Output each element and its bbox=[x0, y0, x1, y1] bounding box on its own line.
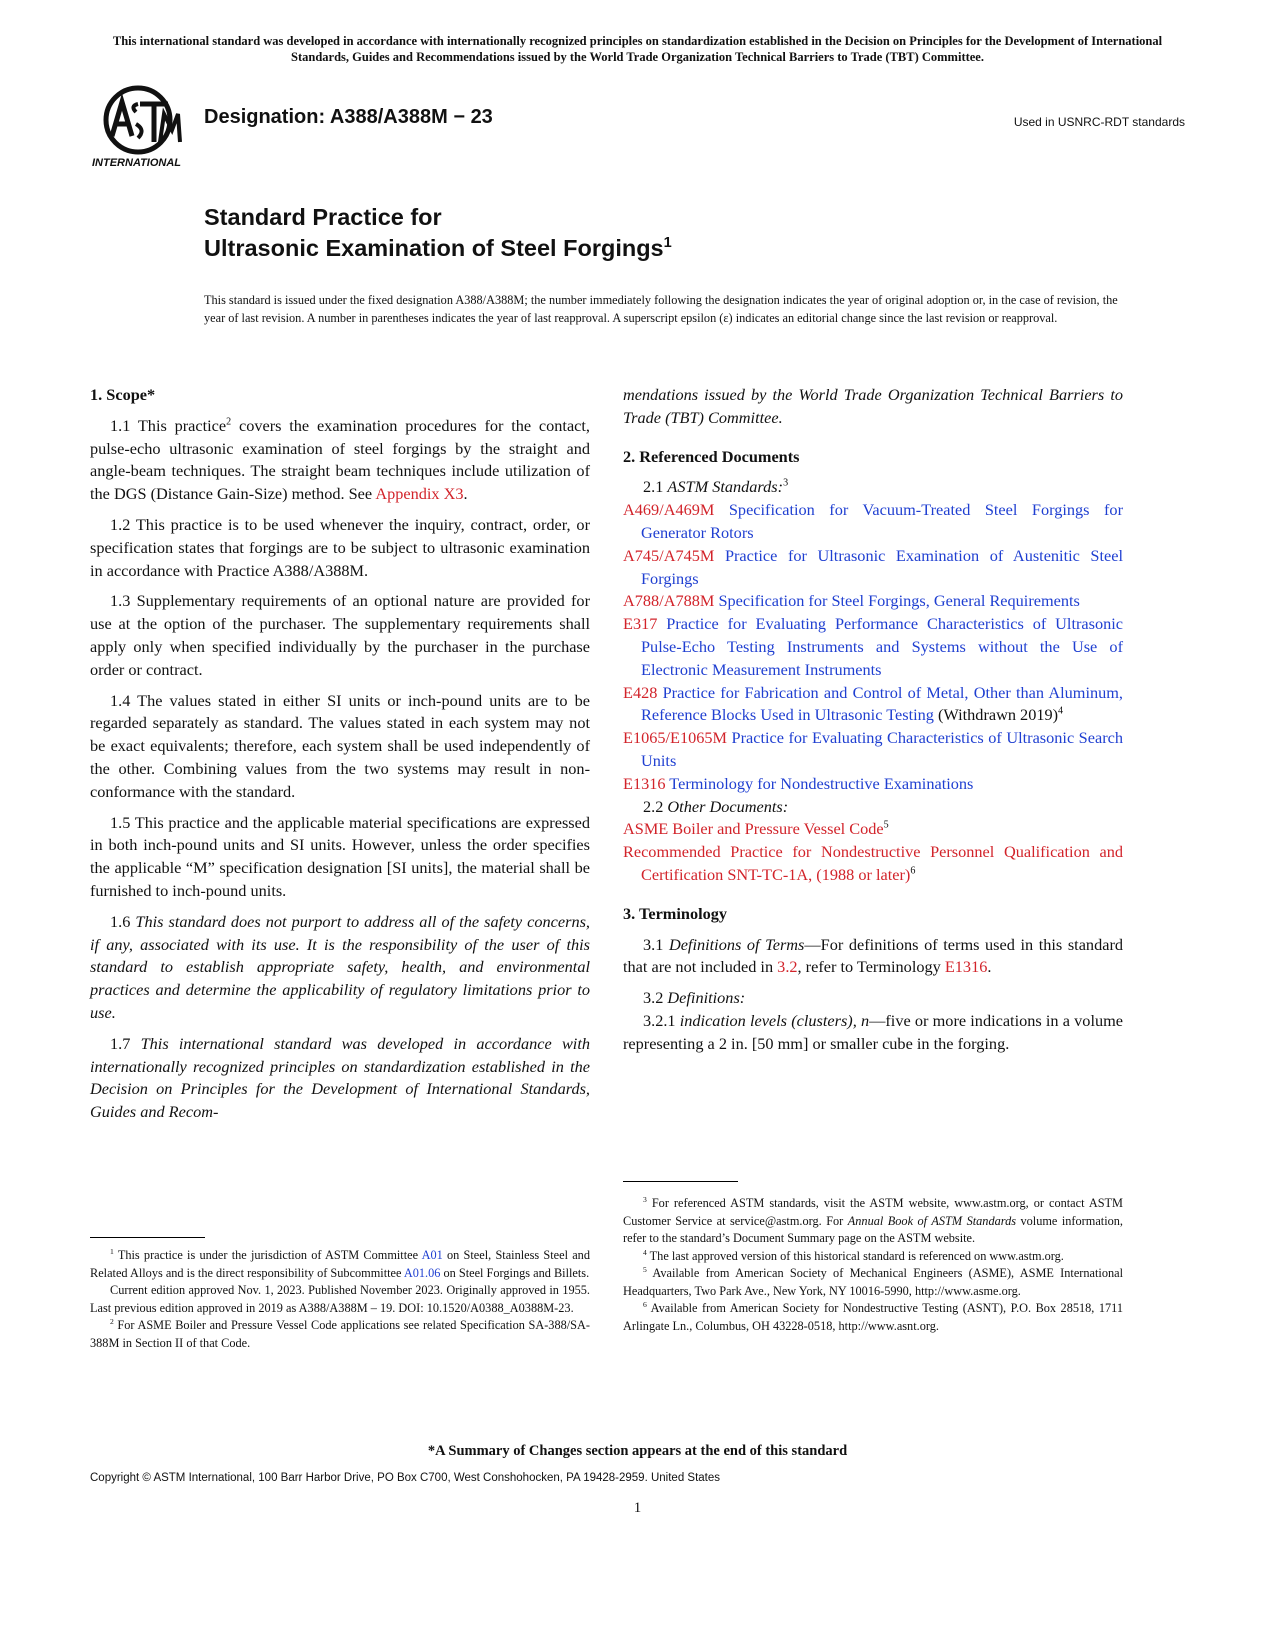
footnote-ref[interactable]: 6 bbox=[910, 865, 916, 877]
astm-reference-item bbox=[623, 682, 1123, 728]
para-3-1: 3.1 Definitions of Terms—For definitions of terms used in this standard that are not included in 3.2, refer to Terminology E1316. bbox=[623, 934, 1124, 977]
issuance-note: This standard is issued under the fixed designation A388/A388M; the number immediately following the designation indicates the year of original adoption or, in the case of revision, the year of last revision. A number in parentheses indicates the year of last reapproval. A superscript epsilon (ε) indicates an editorial change since the last revision or reapproval. bbox=[204, 293, 1118, 325]
footnote-4: $^4$ The last approved version of this historical standard is referenced on www.astm.org. bbox=[643, 1247, 1064, 1263]
right-column bbox=[623, 384, 1123, 1064]
reference-title-link[interactable]: Practice for Fabrication and Control of Metal, Other than Aluminum, Reference Blocks Used in Ultrasonic Testing bbox=[641, 682, 1124, 725]
scope-heading: 1. Scope* bbox=[90, 385, 156, 404]
e1316-link[interactable]: E1316 bbox=[944, 957, 988, 977]
edition-note: Current edition approved Nov. 1, 2023. Published November 2023. Originally approved in 1955. Last previous edition approved in 2019 as A388/A388M – 19. DOI: 10.1520/A0388_A0388M-23. bbox=[90, 1283, 590, 1315]
footnote-ref[interactable]: 1 bbox=[663, 235, 672, 252]
other-reference-item bbox=[623, 841, 1123, 887]
used-in-note: Used in USNRC-RDT standards bbox=[1013, 115, 1185, 129]
reference-link[interactable]: Recommended Practice for Nondestructive Personnel Qualification and Certification SNT-TC-1A, (1988 or later) bbox=[623, 842, 1123, 884]
astm-logo bbox=[90, 84, 190, 170]
footnote-ref[interactable]: 5 bbox=[883, 819, 889, 831]
footnote-rule bbox=[623, 1181, 738, 1182]
footnote-ref[interactable]: 2 bbox=[226, 416, 232, 428]
title-line-2: Ultrasonic Examination of Steel Forgings$^1$ bbox=[204, 235, 672, 261]
committee-a01-link[interactable]: A01 bbox=[421, 1248, 443, 1262]
svg-text:INTERNATIONAL: INTERNATIONAL bbox=[92, 157, 182, 169]
reference-code-link[interactable]: A745/A745M bbox=[623, 545, 715, 565]
para-1-4: 1.4 The values stated in either SI units or inch-pound units are to be regarded separately as standard. The values stated in each system may not be exact equivalents; therefore, each system shall be used independently of the other. Combining values from the two systems may result in non-conformance with the standard. bbox=[90, 690, 590, 801]
reference-link[interactable]: ASME Boiler and Pressure Vessel Code bbox=[623, 819, 884, 839]
reference-note: (Withdrawn 2019) bbox=[933, 705, 1059, 725]
footnote-1: $^1$ This practice is under the jurisdiction of ASTM Committee A01 on Steel, Stainless Steel and Related Alloys and is the direct responsibility of Subcommittee A01.06 on Steel Forgings and Billets. bbox=[90, 1246, 590, 1280]
astm-standards-label: 2.1 ASTM Standards:$^3$ bbox=[643, 477, 789, 497]
astm-reference-item bbox=[623, 613, 1123, 681]
appendix-x3-link[interactable]: Appendix X3 bbox=[375, 484, 464, 504]
footnote-ref[interactable]: 4 bbox=[1058, 705, 1064, 717]
astm-reference-item bbox=[623, 499, 1123, 545]
other-reference-item bbox=[623, 818, 1123, 841]
footnotes-right bbox=[623, 1195, 1123, 1335]
reference-title-link[interactable]: Practice for Evaluating Characteristics of Ultrasonic Search Units bbox=[641, 728, 1123, 770]
para-1-1: 1.1 This practice$^2$ covers the examination procedures for the contact, pulse-echo ultrasonic examination of steel forgings by the straight and angle-beam techniques. The straight beam techniques include utilization of the DGS (Distance Gain-Size) method. See Appendix X3. bbox=[90, 415, 590, 504]
footnote-rule bbox=[90, 1237, 205, 1238]
designation: Designation: A388/A388M − 23 bbox=[204, 106, 493, 128]
left-column bbox=[90, 384, 590, 1132]
page-number: 1 bbox=[633, 1500, 642, 1516]
footnotes-left bbox=[90, 1247, 590, 1352]
para-1-6: 1.6 This standard does not purport to address all of the safety concerns, if any, associated with its use. It is the responsibility of the user of this standard to establish appropriate safety, health, and environmental practices and determine the applicability of regulatory limitations prior to use. bbox=[90, 911, 590, 1022]
reference-code-link[interactable]: E428 bbox=[623, 682, 658, 702]
reference-title-link[interactable]: Specification for Vacuum-Treated Steel Forgings for Generator Rotors bbox=[641, 500, 1123, 542]
astm-reference-item bbox=[623, 545, 1123, 591]
reference-title-link[interactable]: Practice for Evaluating Performance Characteristics of Ultrasonic Pulse-Echo Testing Instruments and Systems without the Use of Electronic Measurement Instruments bbox=[641, 614, 1123, 679]
subcommittee-a0106-link[interactable]: A01.06 bbox=[403, 1265, 441, 1280]
summary-of-changes-note: *A Summary of Changes section appears at the end of this standard bbox=[427, 1443, 848, 1459]
top-notice: This international standard was developed in accordance with internationally recognized principles on standardization established in the Decision on Principles for the Development of International Standards, Guides and Recommendations issued by the World Trade Organization Technical Barriers to Trade (TBT) Committee. bbox=[112, 34, 1163, 64]
reference-code-link[interactable]: A469/A469M bbox=[623, 500, 715, 520]
referenced-documents-heading: 2. Referenced Documents bbox=[623, 446, 800, 466]
footnote-2: $^2$ For ASME Boiler and Pressure Vessel Code applications see related Specification SA-388/SA-388M in Section II of that Code. bbox=[90, 1316, 590, 1350]
footnote-6: $^6$ Available from American Society for Nondestructive Testing (ASNT), P.O. Box 28518, 1711 Arlingate Ln., Columbus, OH 43228-0518, http://www.asnt.org. bbox=[623, 1299, 1123, 1333]
para-1-7: 1.7 This international standard was developed in accordance with internationally recognized principles on standardization established in the Decision on Principles for the Development of International Standards, Guides and Recom- bbox=[90, 1033, 590, 1122]
reference-title-link[interactable]: Specification for Steel Forgings, General Requirements bbox=[718, 591, 1080, 611]
reference-title-link[interactable]: Practice for Ultrasonic Examination of Austenitic Steel Forgings bbox=[641, 545, 1123, 588]
other-documents-label: 2.2 Other Documents: bbox=[643, 796, 789, 816]
para-1-7-continued: mendations issued by the World Trade Organization Technical Barriers to Trade (TBT) Committee. bbox=[623, 385, 1123, 427]
para-1-2: 1.2 This practice is to be used whenever the inquiry, contract, order, or specification states that forgings are to be subject to ultrasonic examination in accordance with Practice A388/A388M. bbox=[90, 514, 590, 580]
footnote-5: $^5$ Available from American Society of Mechanical Engineers (ASME), ASME International Headquarters, Two Park Ave., New York, NY 10016-5990, http://www.asme.org. bbox=[623, 1264, 1123, 1298]
section-3-2-link[interactable]: 3.2 bbox=[777, 957, 798, 977]
reference-title-link[interactable]: Terminology for Nondestructive Examinations bbox=[669, 773, 974, 793]
astm-reference-item bbox=[623, 773, 1123, 796]
para-3-2-1: 3.2.1 indication levels (clusters), n—five or more indications in a volume representing a 2 in. [50 mm] or smaller cube in the forging. bbox=[623, 1010, 1124, 1053]
reference-code-link[interactable]: E317 bbox=[623, 614, 658, 634]
document-title bbox=[204, 202, 672, 264]
astm-standards-list bbox=[623, 499, 1123, 795]
astm-reference-item bbox=[623, 727, 1123, 773]
reference-code-link[interactable]: A788/A788M bbox=[623, 591, 715, 611]
para-3-2: 3.2 Definitions: bbox=[643, 988, 746, 1008]
astm-reference-item bbox=[623, 590, 1123, 613]
title-line-1: Standard Practice for bbox=[204, 204, 442, 230]
reference-code-link[interactable]: E1316 bbox=[623, 773, 666, 793]
para-1-5: 1.5 This practice and the applicable material specifications are expressed in both inch-pound units and SI units. However, unless the order specifies the applicable “M” specification designation [SI units], the material shall be furnished to inch-pound units. bbox=[90, 812, 590, 900]
footnote-3: $^3$ For referenced ASTM standards, visit the ASTM website, www.astm.org, or contact ASTM Customer Service at service@astm.org. For Annual Book of ASTM Standards volume information, refer to the standard’s Document Summary page on the ASTM website. bbox=[623, 1194, 1123, 1245]
para-1-3: 1.3 Supplementary requirements of an optional nature are provided for use at the option of the purchaser. The supplementary requirements shall apply only when specified individually by the purchaser in the purchase order or contract. bbox=[90, 591, 590, 679]
terminology-heading: 3. Terminology bbox=[623, 903, 728, 923]
other-documents-list bbox=[623, 818, 1123, 886]
copyright-notice: Copyright © ASTM International, 100 Barr Harbor Drive, PO Box C700, West Conshohocken, PA 19428-2959. United States bbox=[90, 1472, 721, 1484]
reference-code-link[interactable]: E1065/E1065M bbox=[623, 728, 728, 748]
